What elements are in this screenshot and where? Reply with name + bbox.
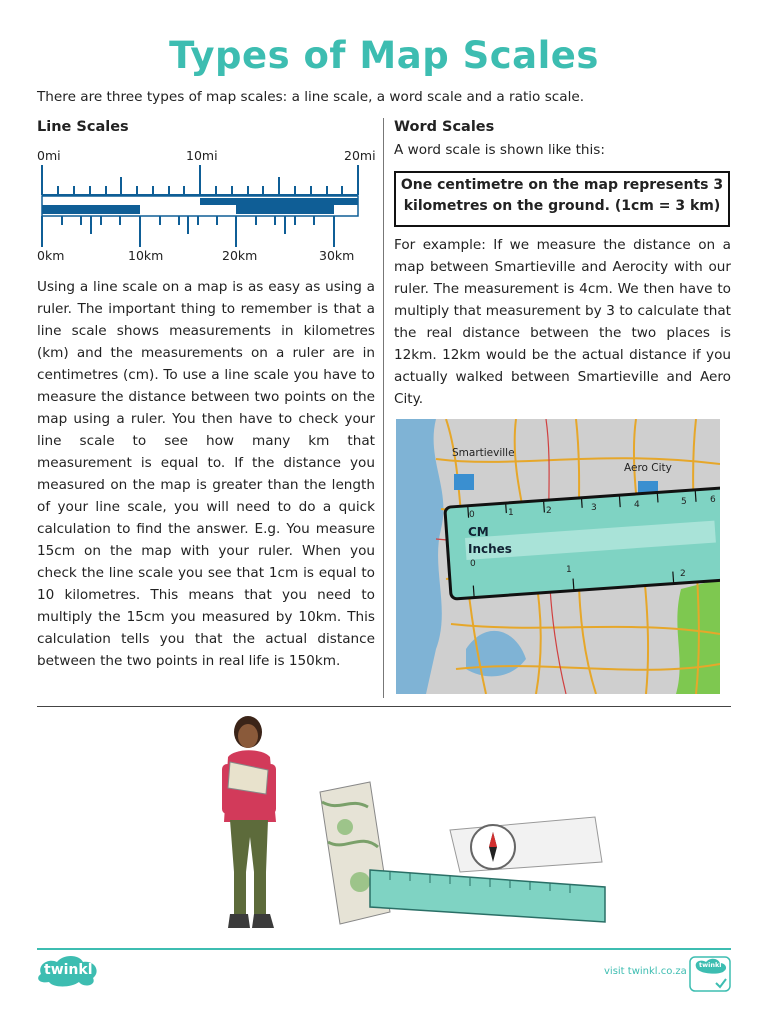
column-divider bbox=[383, 118, 384, 698]
word-scales-lead: A word scale is shown like this: bbox=[394, 142, 605, 158]
ruler-cm-tick-4: 4 bbox=[634, 500, 640, 510]
line-scale-graphic bbox=[36, 162, 376, 257]
ruler-cm-tick-1: 1 bbox=[508, 508, 514, 518]
km-label-30: 30km bbox=[319, 248, 355, 263]
line-scales-paragraph: Using a line scale on a map is as easy as using a ruler. The important thing to remember is that a line scale shows measurements in kilometres (km) and the measurements on a ruler are in centimetres (cm). To use a line scale you have to measure the distance between two points on the map using a ruler. You then have to check your line scale to see how many km that measurement is equal to. If the distance you measured on the map is greater than the length of your line scale, you will need to do a quick calculation to find the answer. E.g. You measure 15cm on the map with your ruler. When you check the line scale you see that 1cm is equal to 10 kilometres. This means that you need to multiply the 15cm you measured by 10km. This calculation tells you that the actual distance between the two points in real life is 150km. bbox=[37, 279, 375, 669]
ruler-inches-label: Inches bbox=[468, 542, 512, 556]
km-label-0: 0km bbox=[37, 248, 65, 263]
ruler-cm-tick-5: 5 bbox=[681, 497, 687, 507]
ruler-inch-tick-0: 0 bbox=[470, 559, 476, 569]
mile-label-10: 10mi bbox=[186, 148, 218, 163]
word-scales-heading: Word Scales bbox=[394, 119, 495, 135]
mile-label-0: 0mi bbox=[37, 148, 61, 163]
km-label-10: 10km bbox=[128, 248, 164, 263]
ruler-cm-label: CM bbox=[468, 525, 489, 539]
quality-badge bbox=[688, 955, 732, 993]
page-title: Types of Map Scales bbox=[169, 34, 599, 77]
ruler-cm-tick-3: 3 bbox=[591, 503, 597, 513]
ruler-cm-tick-0: 0 bbox=[469, 510, 475, 520]
km-label-20: 20km bbox=[222, 248, 258, 263]
twinkl-logo-text: twinkl bbox=[44, 962, 93, 978]
mile-label-20: 20mi bbox=[344, 148, 376, 163]
twinkl-logo[interactable] bbox=[35, 954, 101, 988]
word-scales-paragraph: For example: If we measure the distance on a map between Smartieville and Aerocity with our ruler. The measurement is 4cm. We then have to multiply that measurement by 3 to calculate that the real distance between the two places is 12km. 12km would be the actual distance if you actually walked between Smartieville and Aero City. bbox=[394, 237, 731, 407]
ruler-cm-tick-6: 6 bbox=[710, 495, 716, 505]
map-label-aero-city: Aero City bbox=[624, 462, 672, 474]
intro-text: There are three types of map scales: a line scale, a word scale and a ratio scale. bbox=[37, 89, 585, 105]
section-divider bbox=[37, 706, 731, 707]
map-label-smartieville: Smartieville bbox=[452, 447, 515, 459]
hiker-map-ruler-compass-illustration bbox=[210, 712, 620, 940]
ruler-cm-tick-2: 2 bbox=[546, 506, 552, 516]
map-with-ruler-image bbox=[396, 419, 720, 694]
footer-rule bbox=[37, 948, 731, 950]
line-scales-heading: Line Scales bbox=[37, 119, 129, 135]
word-scale-box: One centimetre on the map represents 3 kilometres on the ground. (1cm = 3 km) bbox=[394, 171, 730, 227]
badge-text: twinkl bbox=[699, 961, 722, 969]
ruler-inch-tick-1: 1 bbox=[566, 565, 572, 575]
visit-link[interactable]: visit twinkl.co.za bbox=[604, 966, 687, 977]
ruler-inch-tick-2: 2 bbox=[680, 569, 686, 579]
